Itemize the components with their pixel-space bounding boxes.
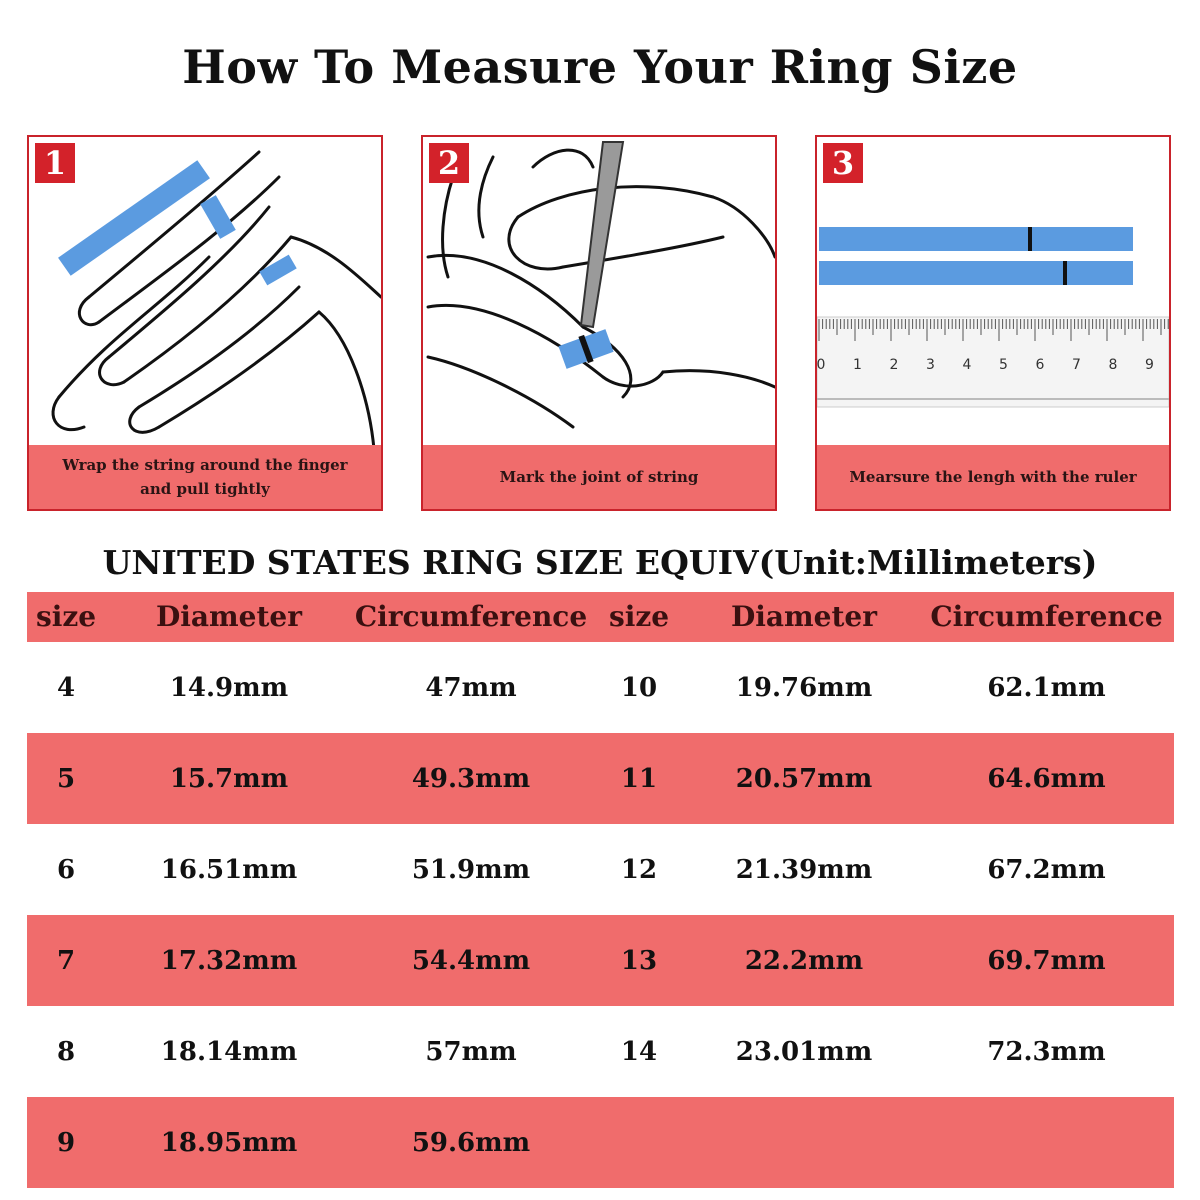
header-diameter-1: Diameter <box>155 600 302 633</box>
cell-diameter-2: 22.2mm <box>744 945 864 976</box>
step-1-badge: 1 <box>35 143 75 183</box>
table-row <box>27 1097 1174 1188</box>
ruler-number: 7 <box>1072 357 1081 373</box>
header-circumference-1: Circumference <box>354 600 588 633</box>
step-2-panel <box>421 135 777 511</box>
cell-diameter-2: 21.39mm <box>735 854 873 885</box>
ruler-number: 3 <box>926 357 935 373</box>
cell-circumference-1: 54.4mm <box>411 945 531 976</box>
cell-diameter-2: 19.76mm <box>735 672 873 703</box>
table-row <box>27 915 1174 1006</box>
ruler-number: 6 <box>1035 357 1045 373</box>
step-3-caption-line-1: Mearsure the lengh with the ruler <box>849 468 1137 486</box>
cell-size-1: 9 <box>56 1127 76 1158</box>
table-header-row <box>27 592 1174 642</box>
cell-diameter-2: 20.57mm <box>735 763 873 794</box>
cell-circumference-1: 47mm <box>425 672 517 703</box>
cell-circumference-1: 59.6mm <box>411 1127 531 1158</box>
ring-size-table <box>27 592 1174 1188</box>
table-row <box>27 824 1174 915</box>
cell-circumference-2 <box>919 1097 1174 1188</box>
step-3-caption <box>817 445 1169 509</box>
cell-diameter-1: 15.7mm <box>169 763 289 794</box>
header-size-1: size <box>35 600 97 633</box>
cell-size-2 <box>589 1097 689 1188</box>
ruler-number: 2 <box>889 357 899 373</box>
ruler-number: 0 <box>817 357 826 373</box>
cell-size-2: 13 <box>620 945 658 976</box>
cell-diameter-2: 23.01mm <box>735 1036 873 1067</box>
cell-diameter-2 <box>689 1097 919 1188</box>
table-row <box>27 642 1174 733</box>
cell-diameter-1: 16.51mm <box>160 854 298 885</box>
header-circumference-2: Circumference <box>930 600 1163 633</box>
cell-size-1: 4 <box>56 672 76 703</box>
step-1-caption-line-1: Wrap the string around the finger <box>62 456 348 474</box>
step-1-caption <box>29 445 381 509</box>
cell-diameter-1: 14.9mm <box>169 672 289 703</box>
cell-diameter-1: 18.95mm <box>160 1127 298 1158</box>
step-3-badge: 3 <box>823 143 863 183</box>
cell-size-1: 8 <box>56 1036 76 1067</box>
cell-circumference-1: 51.9mm <box>411 854 531 885</box>
cell-size-2: 12 <box>620 854 658 885</box>
cell-circumference-1: 57mm <box>425 1036 517 1067</box>
header-size-2: size <box>608 600 670 633</box>
step-3-panel <box>815 135 1171 511</box>
cell-size-1: 6 <box>56 854 76 885</box>
ruler-measure-illustration <box>817 137 1169 449</box>
step-1-panel <box>27 135 383 511</box>
ruler-number: 5 <box>999 357 1008 373</box>
table-row <box>27 733 1174 824</box>
ruler-number: 8 <box>1108 357 1118 373</box>
table-title: UNITED STATES RING SIZE EQUIV(Unit:Millimeters) <box>102 543 1098 582</box>
cell-circumference-2: 64.6mm <box>987 763 1106 794</box>
cell-size-2: 10 <box>620 672 658 703</box>
step-1-caption-line-2: and pull tightly <box>140 480 270 498</box>
table-body <box>27 642 1174 1188</box>
step-2-badge: 2 <box>429 143 469 183</box>
cell-circumference-2: 69.7mm <box>987 945 1106 976</box>
mark-string-illustration <box>423 137 775 449</box>
page-title: How To Measure Your Ring Size <box>182 40 1018 94</box>
step-2-caption <box>423 445 775 509</box>
cell-size-1: 7 <box>56 945 76 976</box>
cell-diameter-1: 18.14mm <box>160 1036 298 1067</box>
header-diameter-2: Diameter <box>730 600 877 633</box>
table-row <box>27 1006 1174 1097</box>
finger-wrap-illustration <box>29 137 381 449</box>
cell-circumference-2: 62.1mm <box>987 672 1106 703</box>
cell-circumference-2: 67.2mm <box>987 854 1106 885</box>
cell-size-2: 14 <box>620 1036 658 1067</box>
ruler-number: 4 <box>962 357 972 373</box>
cell-circumference-1: 49.3mm <box>411 763 531 794</box>
ruler-number: 9 <box>1145 357 1154 373</box>
cell-circumference-2: 72.3mm <box>987 1036 1106 1067</box>
cell-size-1: 5 <box>56 763 76 794</box>
ruler-number: 1 <box>853 357 862 373</box>
cell-diameter-1: 17.32mm <box>160 945 298 976</box>
step-2-caption-line-1: Mark the joint of string <box>499 468 699 486</box>
cell-size-2: 11 <box>620 763 658 794</box>
